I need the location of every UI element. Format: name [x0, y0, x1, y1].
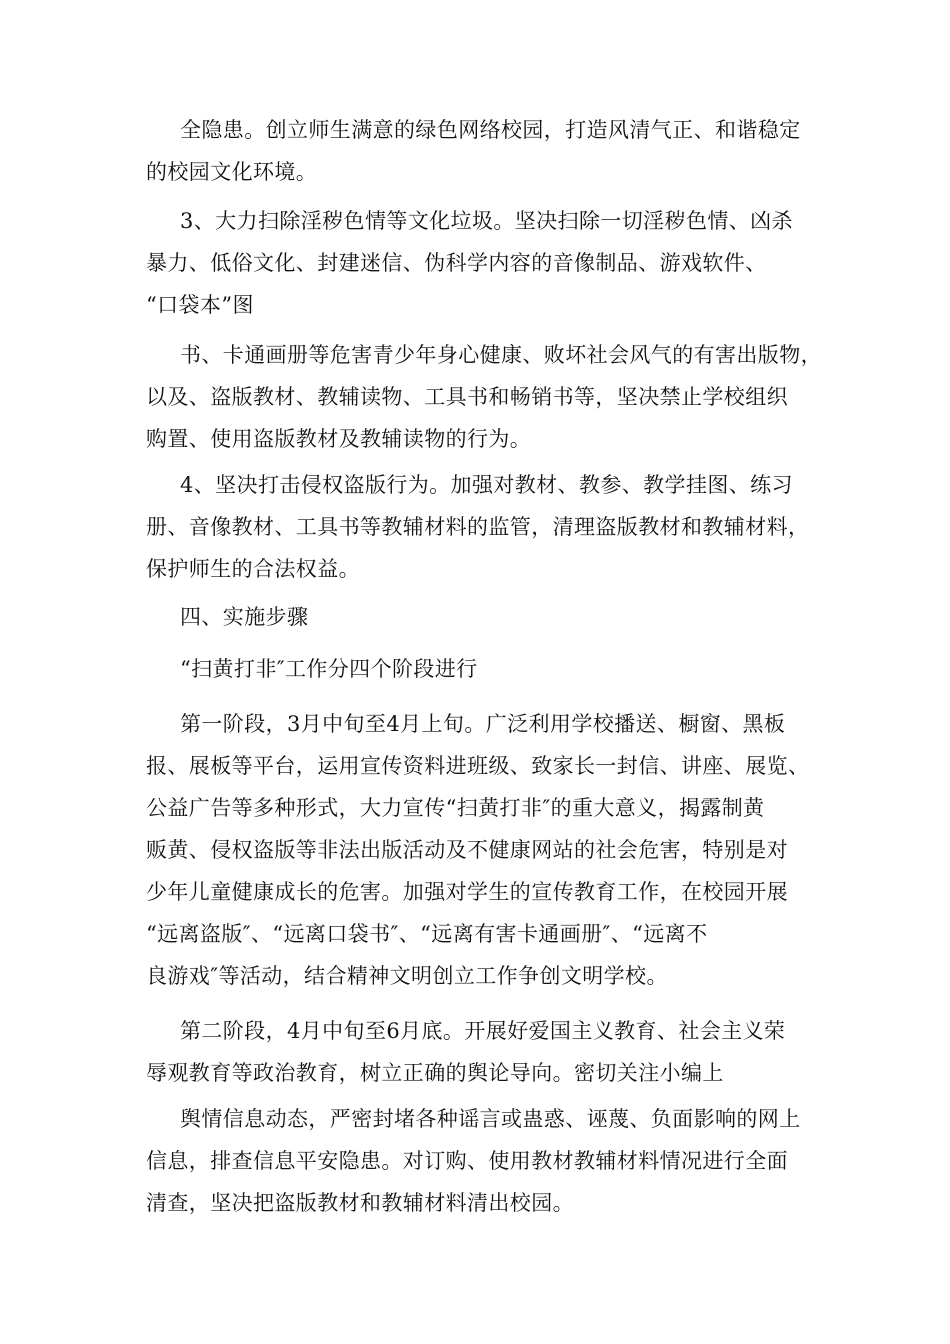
paragraph-2	[146, 200, 816, 326]
paragraph-line: 辱观教育等政治教育，树立正确的舆论导向。密切关注小编上	[146, 1061, 724, 1085]
paragraph-line: 购置、使用盗版教材及教辅读物的行为。	[146, 427, 532, 451]
paragraph-1	[146, 109, 816, 193]
paragraph-line: 保护师生的合法权益。	[146, 557, 360, 581]
paragraph-line: 册、音像教材、工具书等教辅材料的监管，清理盗版教材和教辅材料，	[146, 515, 810, 539]
paragraph-line: 的校园文化环境。	[146, 160, 318, 184]
paragraph-4	[146, 464, 816, 590]
paragraph-line: 3、大力扫除淫秽色情等文化垃圾。坚决扫除一切淫秽色情、凶杀	[180, 209, 793, 233]
paragraph-8	[146, 1098, 816, 1224]
paragraph-line: “口袋本”图	[146, 293, 254, 317]
paragraph-line: “远离盗版″、“远离口袋书″、“远离有害卡通画册″、“远离不	[146, 922, 708, 946]
paragraph-line: 公益广告等多种形式，大力宣传“扫黄打非″的重大意义，揭露制黄	[146, 796, 765, 820]
paragraph-5	[146, 648, 816, 690]
paragraph-line: “扫黄打非″工作分四个阶段进行	[180, 657, 478, 681]
paragraph-line: 舆情信息动态，严密封堵各种谣言或蛊惑、诬蔑、负面影响的网上	[180, 1107, 801, 1131]
paragraph-line: 良游戏″等活动，结合精神文明创立工作争创文明学校。	[146, 964, 668, 988]
section-heading-text: 四、实施步骤	[180, 605, 309, 629]
paragraph-line: 暴力、低俗文化、封建迷信、伪科学内容的音像制品、游戏软件、	[146, 251, 767, 275]
paragraph-line: 4、坚决打击侵权盗版行为。加强对教材、教参、教学挂图、练习	[180, 473, 793, 497]
paragraph-line: 第二阶段，4月中旬至6月底。开展好爱国主义教育、社会主义荣	[180, 1019, 786, 1043]
paragraph-line: 信息，排查信息平安隐患。对订购、使用教材教辅材料情况进行全面	[146, 1149, 788, 1173]
paragraph-6	[146, 703, 816, 997]
paragraph-line: 贩黄、侵权盗版等非法出版活动及不健康网站的社会危害，特别是对	[146, 838, 788, 862]
paragraph-line: 少年儿童健康成长的危害。加强对学生的宣传教育工作，在校园开展	[146, 880, 788, 904]
paragraph-3	[146, 334, 822, 460]
paragraph-line: 书、卡通画册等危害青少年身心健康、败坏社会风气的有害出版物，	[180, 343, 822, 367]
paragraph-line: 全隐患。创立师生满意的绿色网络校园，打造风清气正、和谐稳定	[180, 118, 801, 142]
paragraph-line: 第一阶段，3月中旬至4月上旬。广泛利用学校播送、橱窗、黑板	[180, 712, 786, 736]
paragraph-line: 报、展板等平台，运用宣传资料进班级、致家长一封信、讲座、展览、	[146, 754, 810, 778]
paragraph-line: 以及、盗版教材、教辅读物、工具书和畅销书等，坚决禁止学校组织	[146, 385, 788, 409]
section-heading	[146, 596, 816, 638]
paragraph-line: 清查，坚决把盗版教材和教辅材料清出校园。	[146, 1191, 574, 1215]
paragraph-7	[146, 1010, 816, 1094]
